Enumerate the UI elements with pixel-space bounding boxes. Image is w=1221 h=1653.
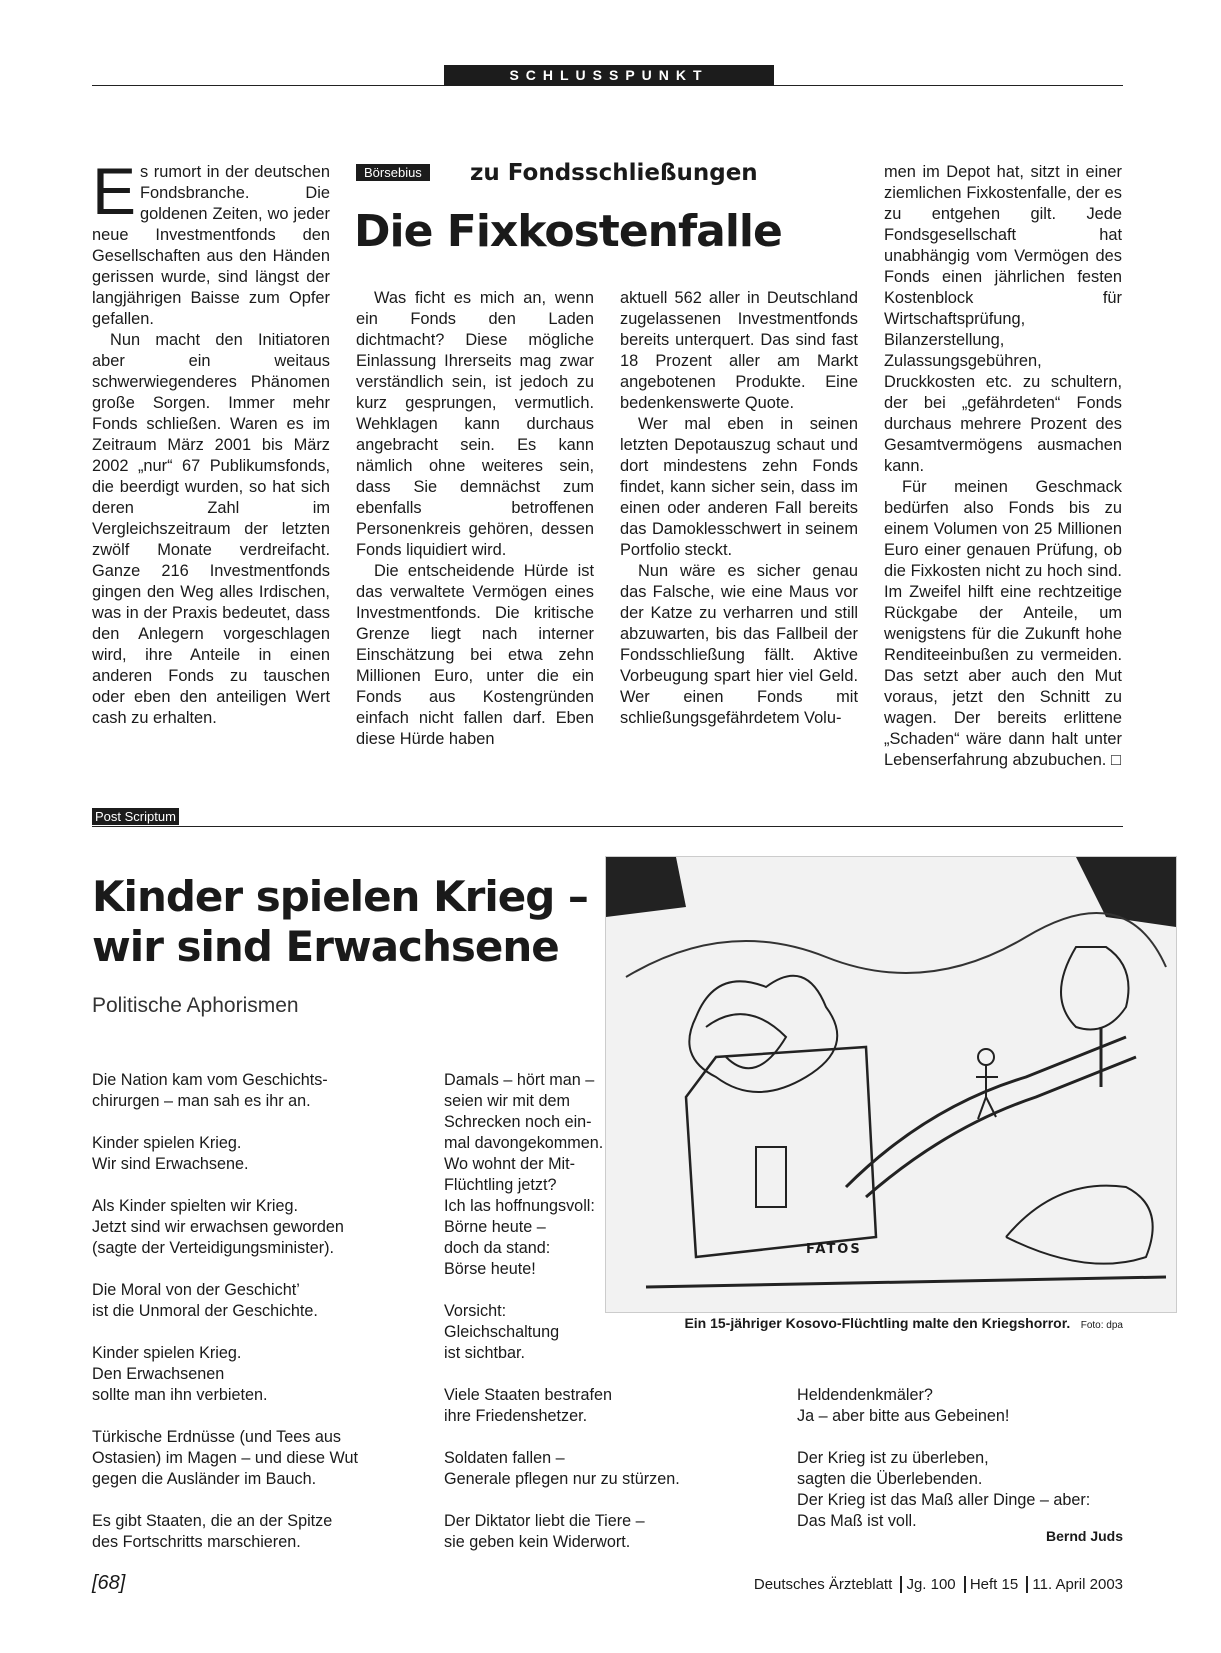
footer-info	[754, 1576, 1123, 1593]
aphorism: Als Kinder spielten wir Krieg. Jetzt sind wir erwachsen geworden (sagte der Verteidigungsminister).	[92, 1197, 344, 1257]
kicker: zu Fondsschließungen	[470, 160, 758, 186]
article1-column-4	[884, 162, 1122, 771]
article1-column-3	[620, 288, 858, 729]
article1-col3-paragraph-2: Wer mal eben in seinen letzten Depotauszug schaut und dort mindestens zehn Fonds findet, kann sicher sein, dass im einen oder anderen Fall bereits das Damoklesschwert in seinem Portfolio steckt.	[620, 415, 858, 559]
kicker-badge: Börsebius	[356, 164, 430, 181]
article1-col4-paragraph-2: Für meinen Geschmack bedürfen also Fonds bis zu einem Volumen von 25 Millionen Euro einer genauen Prüfung, ob die Fixkosten nicht zu hoch sind. Im Zweifel hilft eine rechtzeitige Rückgabe der Anteile, um wenigstens für die Zukunft hohe Renditeeinbußen zu vermeiden. Das setzt aber auch den Mut voraus, jetzt den Schnitt zu wagen. Der bereits erlittene „Schaden“ wäre dann halt unter Lebenserfahrung abzubuchen. □	[884, 478, 1122, 769]
aphorism: Der Diktator liebt die Tiere – sie geben kein Widerwort.	[444, 1512, 645, 1551]
article1-col3-paragraph-3: Nun wäre es sicher genau das Falsche, wie eine Maus vor der Katze zu verharren und still abzuwarten, bis das Fallbeil der Fondsschließung fällt. Aktive Vorbeugung spart hier viel Geld. Wer einen Fonds mit schließungsgefährdetem Volu-	[620, 562, 858, 727]
article2-headline: Kinder spielen Krieg – wir sind Erwachsene	[92, 872, 588, 971]
aphorism: Vorsicht: Gleichschaltung ist sichtbar.	[444, 1302, 560, 1362]
aphorism: Kinder spielen Krieg. Den Erwachsenen sollte man ihn verbieten.	[92, 1344, 268, 1404]
aphorism: Die Moral von der Geschicht’ ist die Unmoral der Geschichte.	[92, 1281, 318, 1320]
article1-col3-paragraph-1: aktuell 562 aller in Deutschland zugelassenen Investmentfonds bereits unterquert. Das sind fast 18 Prozent aller am Markt angebotenen Produkte. Eine bedenkenswerte Quote.	[620, 289, 858, 412]
article1-column-1	[92, 154, 330, 729]
aphorism: Heldendenkmäler? Ja – aber bitte aus Gebeinen!	[797, 1386, 1010, 1425]
aphorisms-column-1	[92, 1070, 412, 1574]
aphorism: Kinder spielen Krieg. Wir sind Erwachsene.	[92, 1134, 249, 1173]
article1-col1-paragraph-2: Nun macht den Initiatoren aber ein weitaus schwerwiegenderes Phänomen große Sorgen. Immer mehr Fonds schließen. Waren es im Zeitraum März 2001 bis März 2002 „nur“ 67 Publikumsfonds, die beerdigt wurden, so hat sich deren Zahl im Vergleichszeitraum der letzten zwölf Monate verdreifacht. Ganze 216 Investmentfonds gingen den Weg alles Irdischen, was in der Praxis bedeutet, dass den Anlegern vorgeschlagen wird, ihre Anteile in einen anderen Fonds zu tauschen oder eben den anteiligen Wert cash zu erhalten.	[92, 331, 330, 727]
page-number: [68]	[92, 1572, 126, 1594]
article1-col1-paragraph-1: Es rumort in der deutschen Fondsbranche. Die goldenen Zeiten, wo jeder neue Investmentfonds den Gesellschaften aus den Händen gerissen wurde, sind längst der langjährigen Baisse zum Opfer gefallen.	[92, 154, 330, 328]
article1-headline: Die Fixkostenfalle	[354, 206, 782, 257]
issue: Heft 15	[969, 1576, 1019, 1593]
aphorism: Damals – hört man – seien wir mit dem Schrecken noch ein- mal davongekommen. Wo wohnt der Mit- Flüchtling jetzt? Ich las hoffnungsvoll: Börne heute – doch da stand: Börse heute!	[444, 1071, 604, 1278]
aphorism: Der Krieg ist zu überleben, sagten die Überlebenden. Der Krieg ist das Maß aller Dinge – aber: Das Maß ist voll.	[797, 1449, 1091, 1530]
postscriptum-badge: Post Scriptum	[92, 808, 179, 825]
article1-column-2	[356, 288, 594, 750]
article2-subtitle: Politische Aphorismen	[92, 994, 299, 1017]
aphorisms-column-3	[797, 1385, 1123, 1532]
aphorism: Soldaten fallen – Generale pflegen nur zu stürzen.	[444, 1449, 680, 1488]
aphorism: Die Nation kam vom Geschichts- chirurgen – man sah es ihr an.	[92, 1071, 328, 1110]
publication-name: Deutsches Ärzteblatt	[753, 1576, 893, 1593]
photo-credit: Foto: dpa	[1080, 1320, 1123, 1331]
image-caption: Ein 15-jähriger Kosovo-Flüchtling malte den Kriegshorror.	[684, 1315, 1071, 1331]
volume: Jg. 100	[906, 1576, 956, 1593]
aphorism: Es gibt Staaten, die an der Spitze des Fortschritts marschieren.	[92, 1512, 333, 1551]
author: Bernd Juds	[1045, 1528, 1123, 1544]
article1-col4-paragraph-1: men im Depot hat, sitzt in einer ziemlichen Fixkostenfalle, der es zu entgehen gilt. Jede Fondsgesellschaft hat unabhängig vom Vermögen des Fonds einen jährlichen festen Kostenblock für Wirtschaftsprüfung, Bilanzerstellung, Zulassungsgebühren, Druckkosten etc. zu schultern, der bei „gefährdeten“ Fonds durchaus mehrere Prozent des Gesamtvermögens ausmachen kann.	[884, 163, 1122, 475]
kicker-row	[356, 160, 876, 192]
article1-col2-paragraph-2: Die entscheidende Hürde ist das verwaltete Vermögen eines Investmentfonds. Die kritische Grenze liegt nach interner Einschätzung bei etwa zehn Millionen Euro, unter die ein Fonds aus Kostengründen einfach nicht fallen darf. Eben diese Hürde haben	[356, 562, 594, 748]
drawing-signature: FATOS	[806, 1242, 862, 1257]
end-mark: □	[1110, 751, 1121, 769]
article1-col2-paragraph-1: Was ficht es mich an, wenn ein Fonds den Laden dichtmacht? Diese mögliche Einlassung Ihrerseits mag zwar verständlich sein, ist jedoch zu kurz gesprungen, vermutlich. Wehklagen kann durchaus angebracht sein. Es kann nämlich ohne weiteres sein, dass Sie demnächst zum ebenfalls betroffenen Personenkreis gehören, dessen Fonds liquidiert wird.	[356, 289, 594, 559]
postscriptum-rule	[92, 826, 1123, 827]
aphorism: Türkische Erdnüsse (und Tees aus Ostasien) im Magen – und diese Wut gegen die Ausländer im Bauch.	[92, 1428, 359, 1488]
section-label: SCHLUSSPUNKT	[444, 65, 774, 86]
aphorism: Viele Staaten bestrafen ihre Friedenshetzer.	[444, 1386, 612, 1425]
aphorisms-column-2	[444, 1070, 744, 1574]
drop-cap: E	[92, 154, 137, 228]
date: 11. April 2003	[1032, 1576, 1123, 1593]
